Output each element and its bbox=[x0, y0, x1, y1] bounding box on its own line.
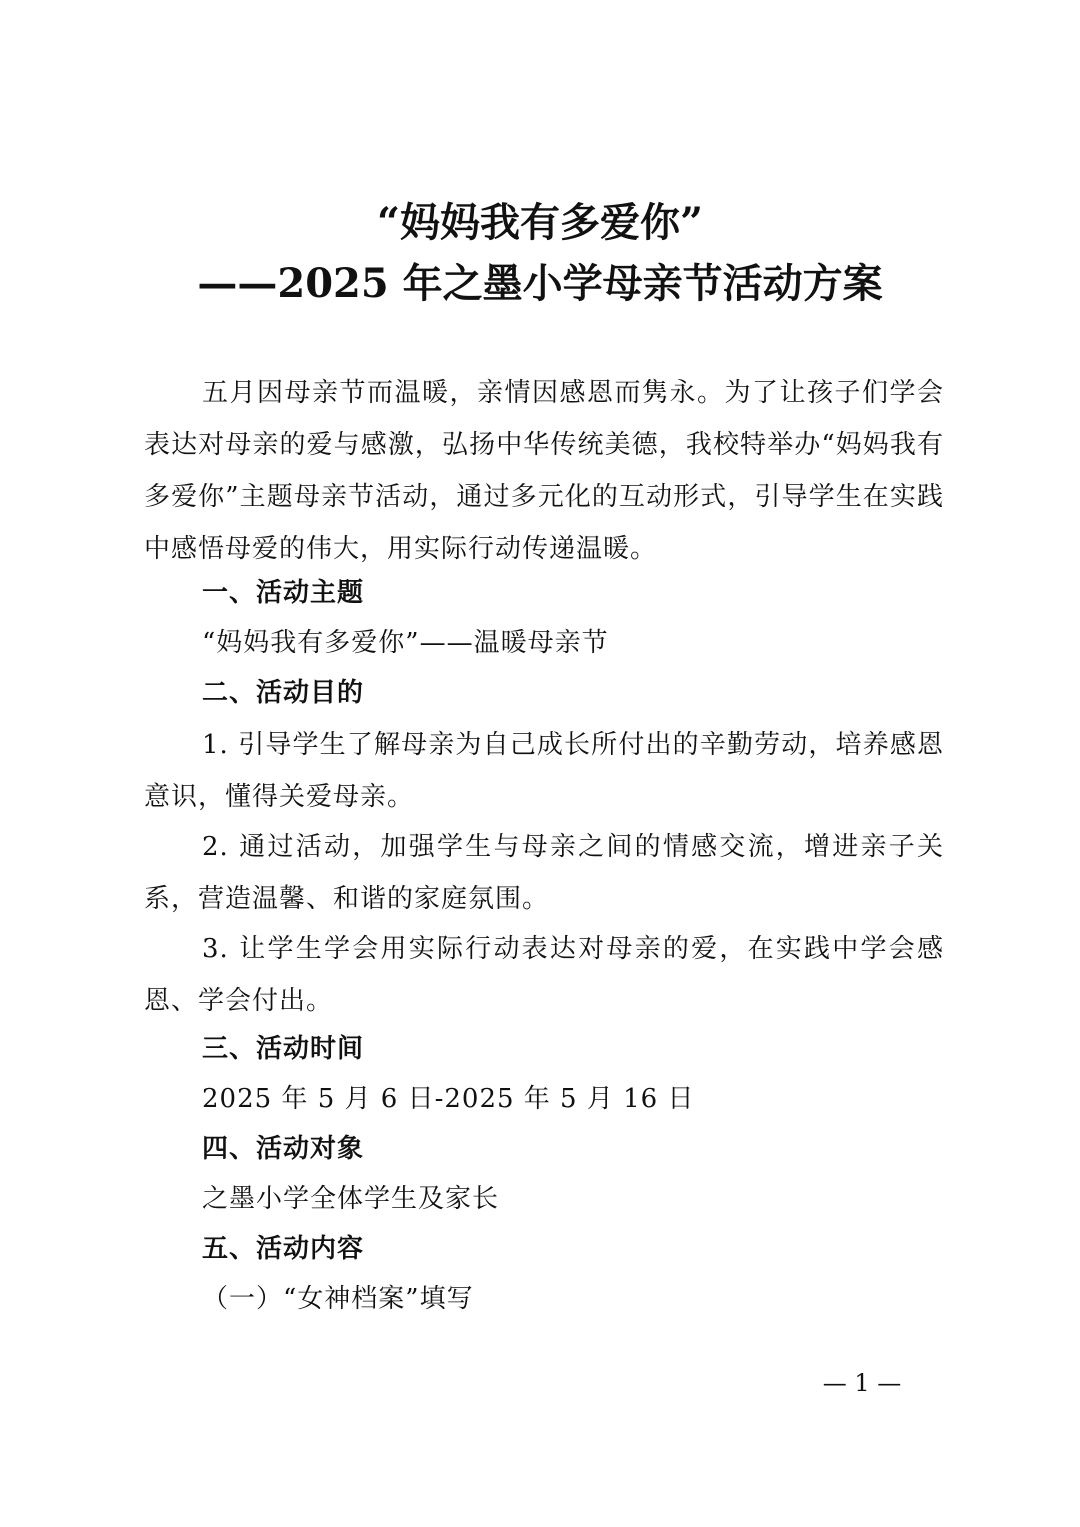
intro-paragraph: 五月因母亲节而温暖，亲情因感恩而隽永。为了让孩子们学会表达对母亲的爱与感激，弘扬中华传统美德，我校特举办“妈妈我有多爱你”主题母亲节活动，通过多元化的互动形式，引导学生在实践中感悟母爱的伟大，用实际行动传递温暖。 bbox=[144, 378, 944, 564]
purpose-item-3: 3. 让学生学会用实际行动表达对母亲的爱，在实践中学会感恩、学会付出。 bbox=[144, 934, 944, 1016]
section-subheading-goddess-profile: （一）“女神档案”填写 bbox=[202, 1284, 474, 1314]
purpose-item-1: 1. 引导学生了解母亲为自己成长所付出的辛勤劳动，培养感恩意识，懂得关爱母亲。 bbox=[144, 730, 944, 812]
document-title: “妈妈我有多爱你” bbox=[376, 199, 703, 246]
section-heading-theme: 一、活动主题 bbox=[202, 578, 365, 608]
section-content-audience: 之墨小学全体学生及家长 bbox=[202, 1184, 500, 1214]
purpose-item-2: 2. 通过活动，加强学生与母亲之间的情感交流，增进亲子关系，营造温馨、和谐的家庭氛围。 bbox=[144, 832, 944, 914]
page-number: — 1 — bbox=[822, 1369, 902, 1397]
section-heading-content: 五、活动内容 bbox=[202, 1234, 365, 1264]
section-content-time: 2025 年 5 月 6 日-2025 年 5 月 16 日 bbox=[202, 1084, 695, 1114]
document-subtitle: ——2025 年之墨小学母亲节活动方案 bbox=[197, 260, 883, 307]
section-heading-time: 三、活动时间 bbox=[202, 1034, 365, 1064]
section-heading-purpose: 二、活动目的 bbox=[202, 678, 365, 708]
section-content-theme: “妈妈我有多爱你”——温暖母亲节 bbox=[202, 628, 609, 658]
section-heading-audience: 四、活动对象 bbox=[202, 1134, 365, 1164]
